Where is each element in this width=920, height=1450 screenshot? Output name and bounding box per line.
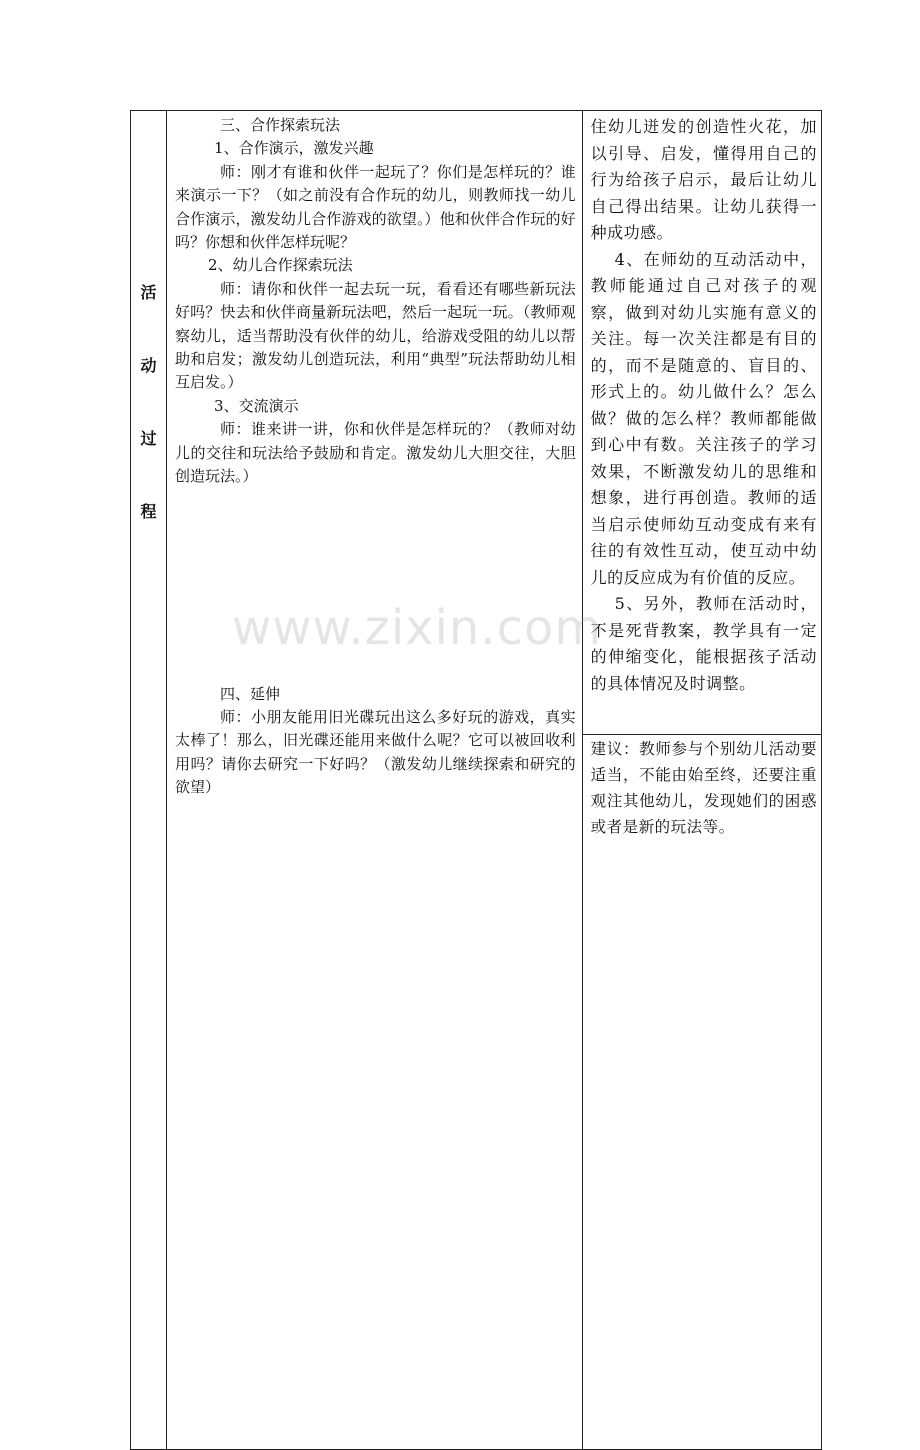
step-paragraph: 师：谁来讲一讲，你和伙伴是怎样玩的？（教师对幼儿的交往和玩法给予鼓励和肯定。激发幼儿大胆交往，大胆创造玩法。）	[175, 420, 576, 486]
section-heading: 四、延伸	[220, 684, 281, 703]
step-heading: 2、幼儿合作探索玩法	[208, 256, 353, 275]
activity-process-label-cell	[131, 111, 167, 1450]
activity-process-label	[131, 281, 166, 573]
watermark: www.zixin.com	[232, 600, 603, 656]
label-char: 过	[140, 429, 157, 448]
spacer	[175, 489, 576, 683]
step-paragraph: 师：请你和伙伴一起去玩一玩，看看还有哪些新玩法好吗？快去和伙伴商量新玩法吧，然后一起玩一玩。（教师观察幼儿，适当帮助没有伙伴的幼儿，给游戏受阻的幼儿以帮助和启发；激发幼儿创造玩法，利用“典型”玩法帮助幼儿相互启发。）	[175, 279, 576, 392]
suggestion-cell	[582, 735, 821, 1450]
activity-content-cell	[167, 111, 583, 1450]
label-char: 活	[140, 283, 157, 302]
step-heading: 1、合作演示，激发兴趣	[214, 139, 374, 158]
reflection-cell	[582, 111, 821, 735]
lesson-plan-table	[130, 110, 822, 1450]
step-heading: 3、交流演示	[214, 396, 299, 415]
label-char: 程	[140, 502, 157, 521]
suggestion-paragraph: 建议：教师参与个别幼儿活动要适当，不能由始至终，还要注重观注其他幼儿，发现她们的困惑或者是新的玩法等。	[590, 740, 817, 836]
reflection-paragraph: 4、在师幼的互动活动中，教师能通过自己对孩子的观察，做到对幼儿实施有意义的关注。每一次关注都是有目的的，而不是随意的、盲目的、形式上的。幼儿做什么？怎么做？做的怎么样？教师都能做到心中有数。关注孩子的学习效果，不断激发幼儿的思维和想象，进行再创造。教师的适当启示使师幼互动变成有来有往的有效性互动，使互动中幼儿的反应成为有价值的反应。	[590, 249, 817, 587]
reflection-paragraph: 5、另外，教师在活动时，不是死背教案，教学具有一定的伸缩变化，能根据孩子活动的具体情况及时调整。	[590, 594, 817, 693]
step-paragraph: 师：刚才有谁和伙伴一起玩了？你们是怎样玩的？谁来演示一下？（如之前没有合作玩的幼儿，则教师找一幼儿合作演示，激发幼儿合作游戏的欲望。）他和伙伴合作玩的好吗？你想和伙伴怎样玩呢？	[175, 162, 576, 252]
section-heading: 三、合作探索玩法	[220, 116, 341, 134]
label-char: 动	[140, 356, 157, 375]
extension-paragraph: 师：小朋友能用旧光碟玩出这么多好玩的游戏，真实太棒了！那么，旧光碟还能用来做什么呢？它可以被回收利用吗？请你去研究一下好吗？（激发幼儿继续探索和研究的欲望）	[175, 707, 576, 797]
reflection-paragraph: 住幼儿迸发的创造性火花，加以引导、启发，懂得用自己的行为给孩子启示，最后让幼儿自己得出结果。让幼儿获得一种成功感。	[590, 117, 817, 242]
